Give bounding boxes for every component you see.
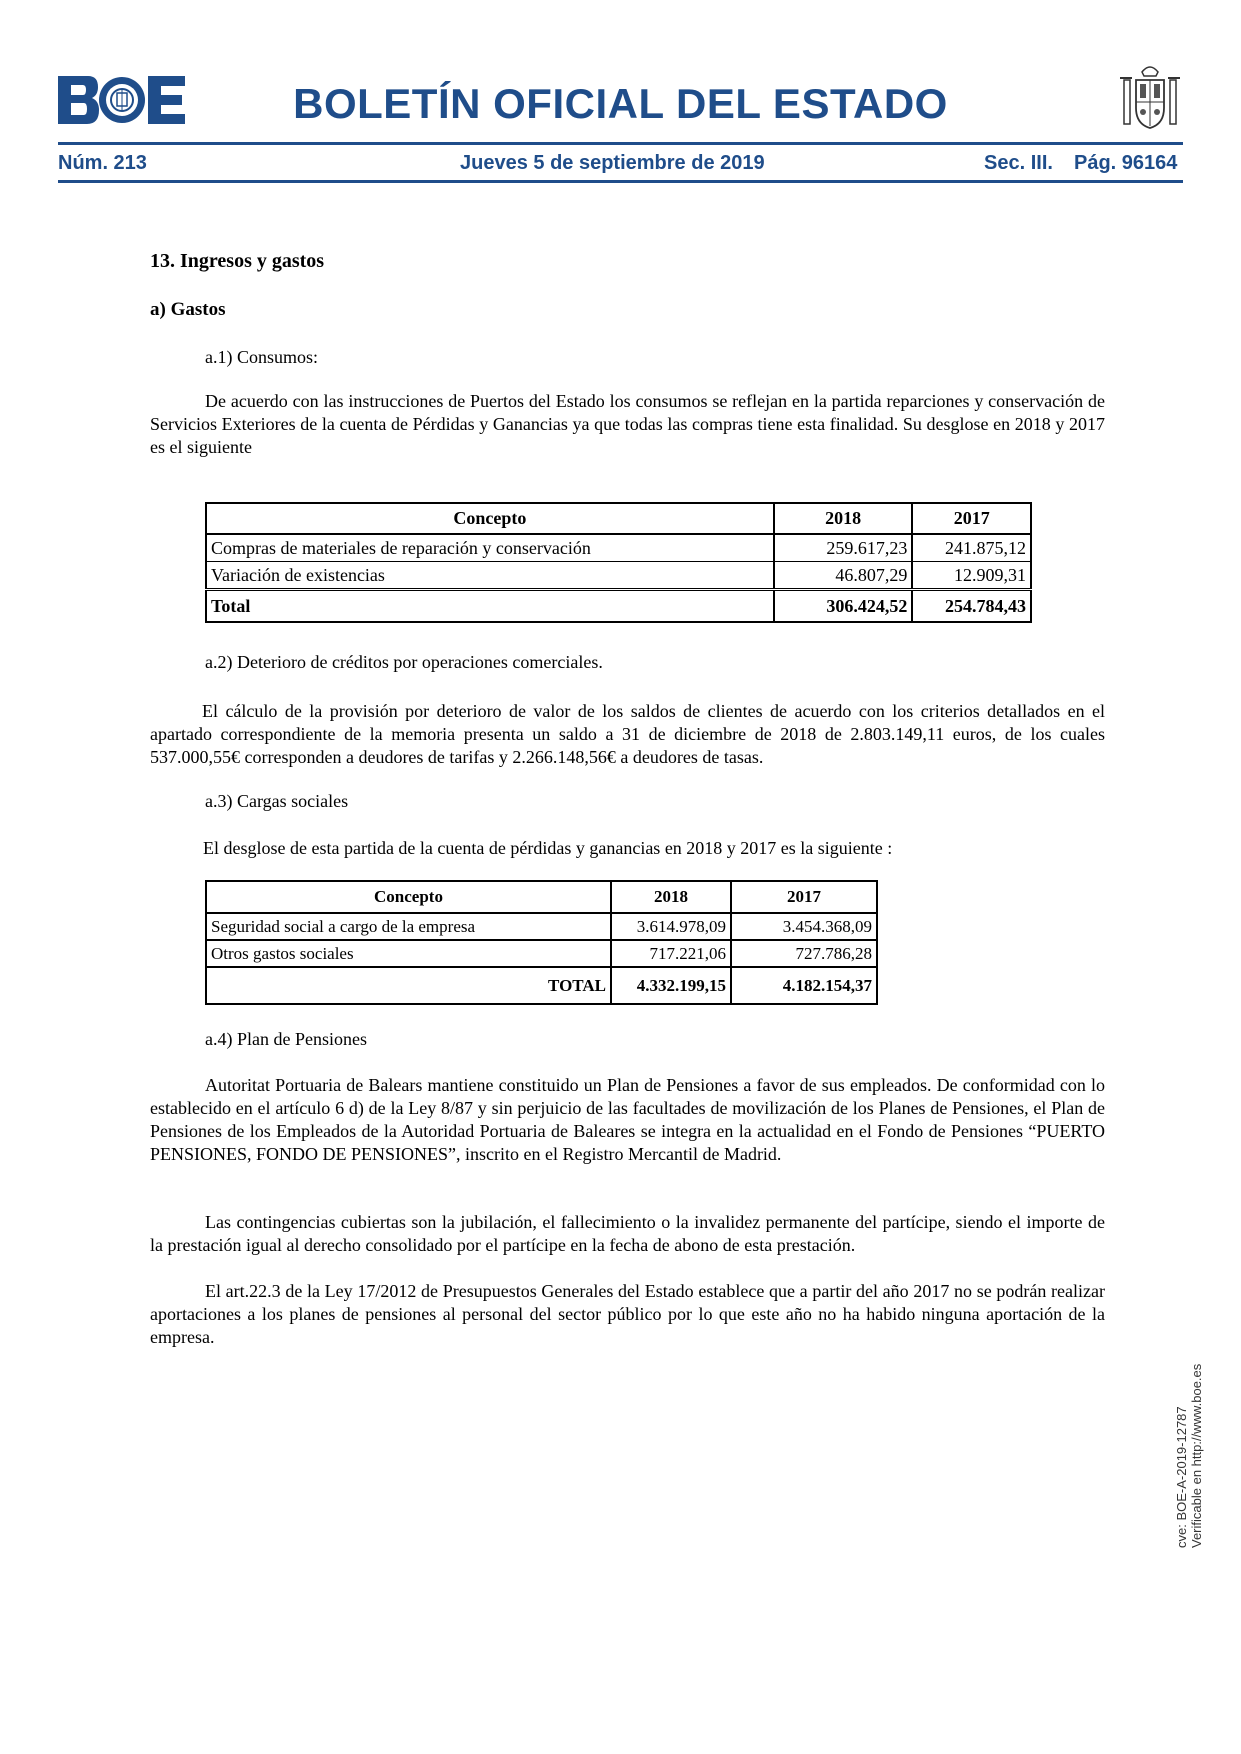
header-rule-bottom (58, 180, 1183, 183)
table-total-row (206, 590, 1031, 623)
table-cell: 4.332.199,15 (611, 967, 731, 1004)
subsection-heading: a) Gastos (150, 299, 226, 320)
table-cell: Compras de materiales de reparación y conservación (206, 534, 774, 562)
table-header: Concepto (206, 503, 774, 534)
table-cell: 3.614.978,09 (611, 913, 731, 940)
table-cell: 717.221,06 (611, 940, 731, 967)
table-header: 2017 (731, 881, 877, 913)
consumos-table (205, 502, 1032, 623)
table-cell: 12.909,31 (912, 562, 1031, 590)
a4-paragraph-1: Autoritat Portuaria de Balears mantiene constituido un Plan de Pensiones a favor de sus empleados. De conformidad con lo establecido en el artículo 6 d) de la Ley 8/87 y sin perjuicio de las facultades de movilización de los Planes de Pensiones, el Plan de Pensiones de los Empleados de la Autoridad Portuaria de Baleares se integra en la actualidad en el Fondo de Pensiones “PUERTO PENSIONES, FONDO DE PENSIONES”, inscrito en el Registro Mercantil de Madrid. (150, 1075, 1105, 1164)
table-header: Concepto (206, 881, 611, 913)
verification-note (1174, 1364, 1204, 1548)
issue-date: Jueves 5 de septiembre de 2019 (460, 152, 765, 174)
table-cell: TOTAL (206, 967, 611, 1004)
coat-of-arms-icon (1118, 62, 1182, 134)
section-label: Sec. III. (984, 152, 1053, 174)
a2-heading: a.2) Deterioro de créditos por operaciones comerciales. (205, 652, 603, 672)
table-header: 2018 (774, 503, 913, 534)
a2-paragraph: El cálculo de la provisión por deterioro de valor de los saldos de clientes de acuerdo con los criterios detallados en el apartado correspondiente de la memoria presenta un saldo a 31 de diciembre de 2018 de 2.803.149,11 euros, de los cuales 537.000,55€ corresponden a deudores de tarifas y 2.266.148,56€ a deudores de tasas. (150, 701, 1105, 767)
table-cell: 46.807,29 (774, 562, 913, 590)
table-row (206, 913, 877, 940)
issue-number: Núm. 213 (58, 152, 147, 174)
cargas-sociales-table (205, 880, 878, 1005)
a1-paragraph: De acuerdo con las instrucciones de Puertos del Estado los consumos se reflejan en la partida reparciones y conservación de Servicios Exteriores de la cuenta de Pérdidas y Ganancias ya que todas las compras tiene esta finalidad. Su desglose en 2018 y 2017 es el siguiente (150, 391, 1105, 457)
table-cell: Seguridad social a cargo de la empresa (206, 913, 611, 940)
table-cell: 259.617,23 (774, 534, 913, 562)
a4-paragraph-3: El art.22.3 de la Ley 17/2012 de Presupuestos Generales del Estado establece que a partir del año 2017 no se podrán realizar aportaciones a los planes de pensiones al personal del sector público por lo que este año no ha habido ninguna aportación de la empresa. (150, 1281, 1105, 1347)
section-heading: 13. Ingresos y gastos (150, 250, 325, 272)
a3-paragraph: El desglose de esta partida de la cuenta de pérdidas y ganancias en 2018 y 2017 es la siguiente : (203, 838, 893, 858)
table-header: 2017 (912, 503, 1031, 534)
page-number: Pág. 96164 (1074, 152, 1178, 174)
header-rule-top (58, 142, 1183, 145)
table-cell: Total (206, 590, 774, 623)
a3-heading: a.3) Cargas sociales (205, 791, 349, 811)
table-cell: 727.786,28 (731, 940, 877, 967)
table-cell: 3.454.368,09 (731, 913, 877, 940)
a4-paragraph-2: Las contingencias cubiertas son la jubilación, el fallecimiento o la invalidez permanente del partícipe, siendo el importe de la prestación igual al derecho consolidado por el partícipe en la fecha de abono de esta prestación. (150, 1212, 1105, 1255)
table-total-row (206, 967, 877, 1004)
cve-code: cve: BOE-A-2019-12787 (1174, 1406, 1189, 1548)
verify-url: Verificable en http://www.boe.es (1189, 1363, 1204, 1548)
table-row (206, 940, 877, 967)
table-cell: Variación de existencias (206, 562, 774, 590)
a4-heading: a.4) Plan de Pensiones (205, 1029, 367, 1049)
table-cell: 254.784,43 (912, 590, 1031, 623)
page-title: BOLETÍN OFICIAL DEL ESTADO (293, 80, 948, 127)
table-row (206, 562, 1031, 590)
table-cell: 306.424,52 (774, 590, 913, 623)
table-cell: 4.182.154,37 (731, 967, 877, 1004)
a1-heading: a.1) Consumos: (205, 347, 319, 367)
table-cell: Otros gastos sociales (206, 940, 611, 967)
table-cell: 241.875,12 (912, 534, 1031, 562)
table-row (206, 534, 1031, 562)
table-header: 2018 (611, 881, 731, 913)
